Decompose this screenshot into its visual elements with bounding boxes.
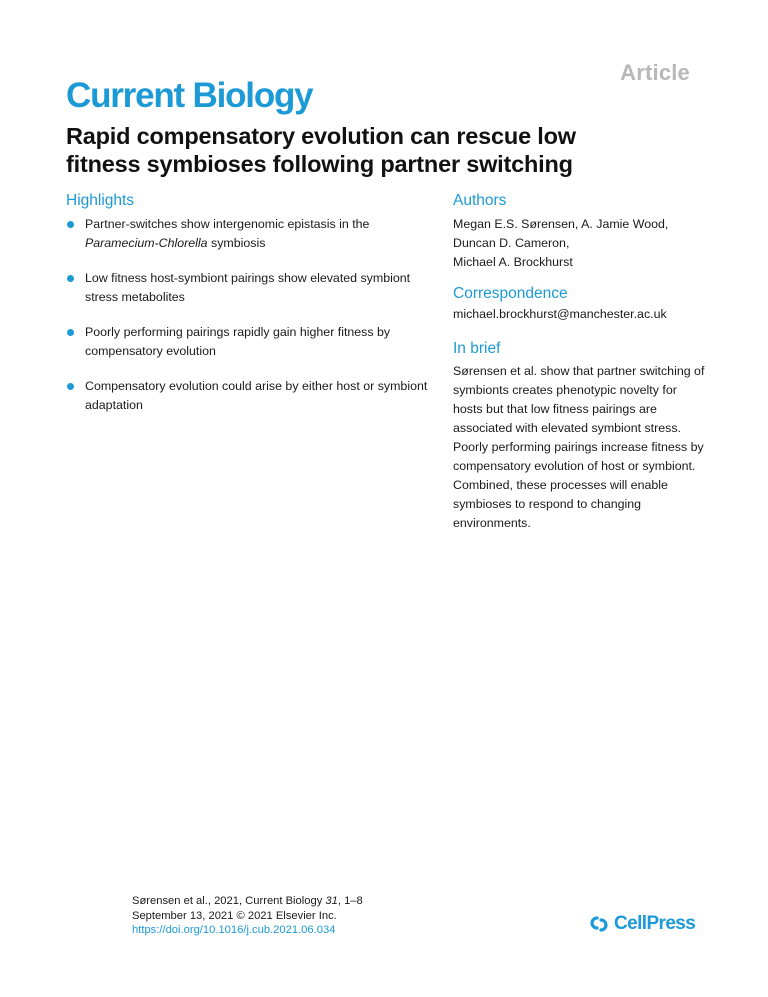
authors-line-2: Duncan D. Cameron, xyxy=(453,236,570,250)
title-line-2: fitness symbioses following partner switching xyxy=(66,151,573,177)
correspondence-heading: Correspondence xyxy=(453,285,568,302)
article-title xyxy=(66,122,706,178)
citation-line-2: September 13, 2021 © 2021 Elsevier Inc. xyxy=(132,909,337,922)
authors-heading: Authors xyxy=(453,192,507,209)
highlight-1-end: symbiosis xyxy=(207,236,266,250)
highlights-heading: Highlights xyxy=(66,192,135,209)
bullet-icon xyxy=(67,221,74,228)
highlight-4-text: Compensatory evolution could arise by either host or symbiont adaptation xyxy=(85,379,428,412)
highlight-item-1 xyxy=(66,215,446,253)
authors-line-1: Megan E.S. Sørensen, A. Jamie Wood, xyxy=(453,217,669,231)
article-type-label: Article xyxy=(620,60,690,85)
in-brief-text: Sørensen et al. show that partner switching of symbionts creates phenotypic novelty for hosts but that low fitness pairings are associated with elevated symbiont stress. Poorly performing pairings increase fitness by compensatory evolution of host or symbiont. Combined, these processes will enable symbioses to respond to changing environments. xyxy=(453,364,705,530)
highlight-1-italic: Paramecium-Chlorella xyxy=(85,236,208,250)
highlight-2-text: Low fitness host-symbiont pairings show elevated symbiont stress metabolites xyxy=(85,271,411,304)
highlight-item-3 xyxy=(66,323,446,361)
highlight-item-4 xyxy=(66,377,446,415)
bullet-icon xyxy=(67,329,74,336)
cellpress-logo-icon xyxy=(588,913,610,935)
cellpress-wordmark: CellPress xyxy=(614,913,696,934)
highlights-list xyxy=(66,215,446,431)
authors-list xyxy=(453,215,713,272)
bullet-icon xyxy=(67,275,74,282)
doi-link[interactable]: https://doi.org/10.1016/j.cub.2021.06.034 xyxy=(132,924,336,936)
highlight-1-text: Partner-switches show intergenomic epistasis in the xyxy=(85,217,370,231)
correspondence-email[interactable]: michael.brockhurst@manchester.ac.uk xyxy=(453,307,667,321)
bullet-icon xyxy=(67,383,74,390)
journal-name: Current Biology xyxy=(66,76,313,115)
citation-line-1: Sørensen et al., 2021, Current Biology 31, 1–8 xyxy=(132,895,363,907)
publisher-logo xyxy=(588,913,695,935)
authors-line-3: Michael A. Brockhurst xyxy=(453,255,573,269)
highlight-item-2 xyxy=(66,269,446,307)
citation-block xyxy=(132,894,363,938)
title-line-1: Rapid compensatory evolution can rescue low xyxy=(66,123,576,149)
in-brief-heading: In brief xyxy=(453,340,501,357)
highlight-3-text: Poorly performing pairings rapidly gain higher fitness by compensatory evolution xyxy=(85,325,391,358)
